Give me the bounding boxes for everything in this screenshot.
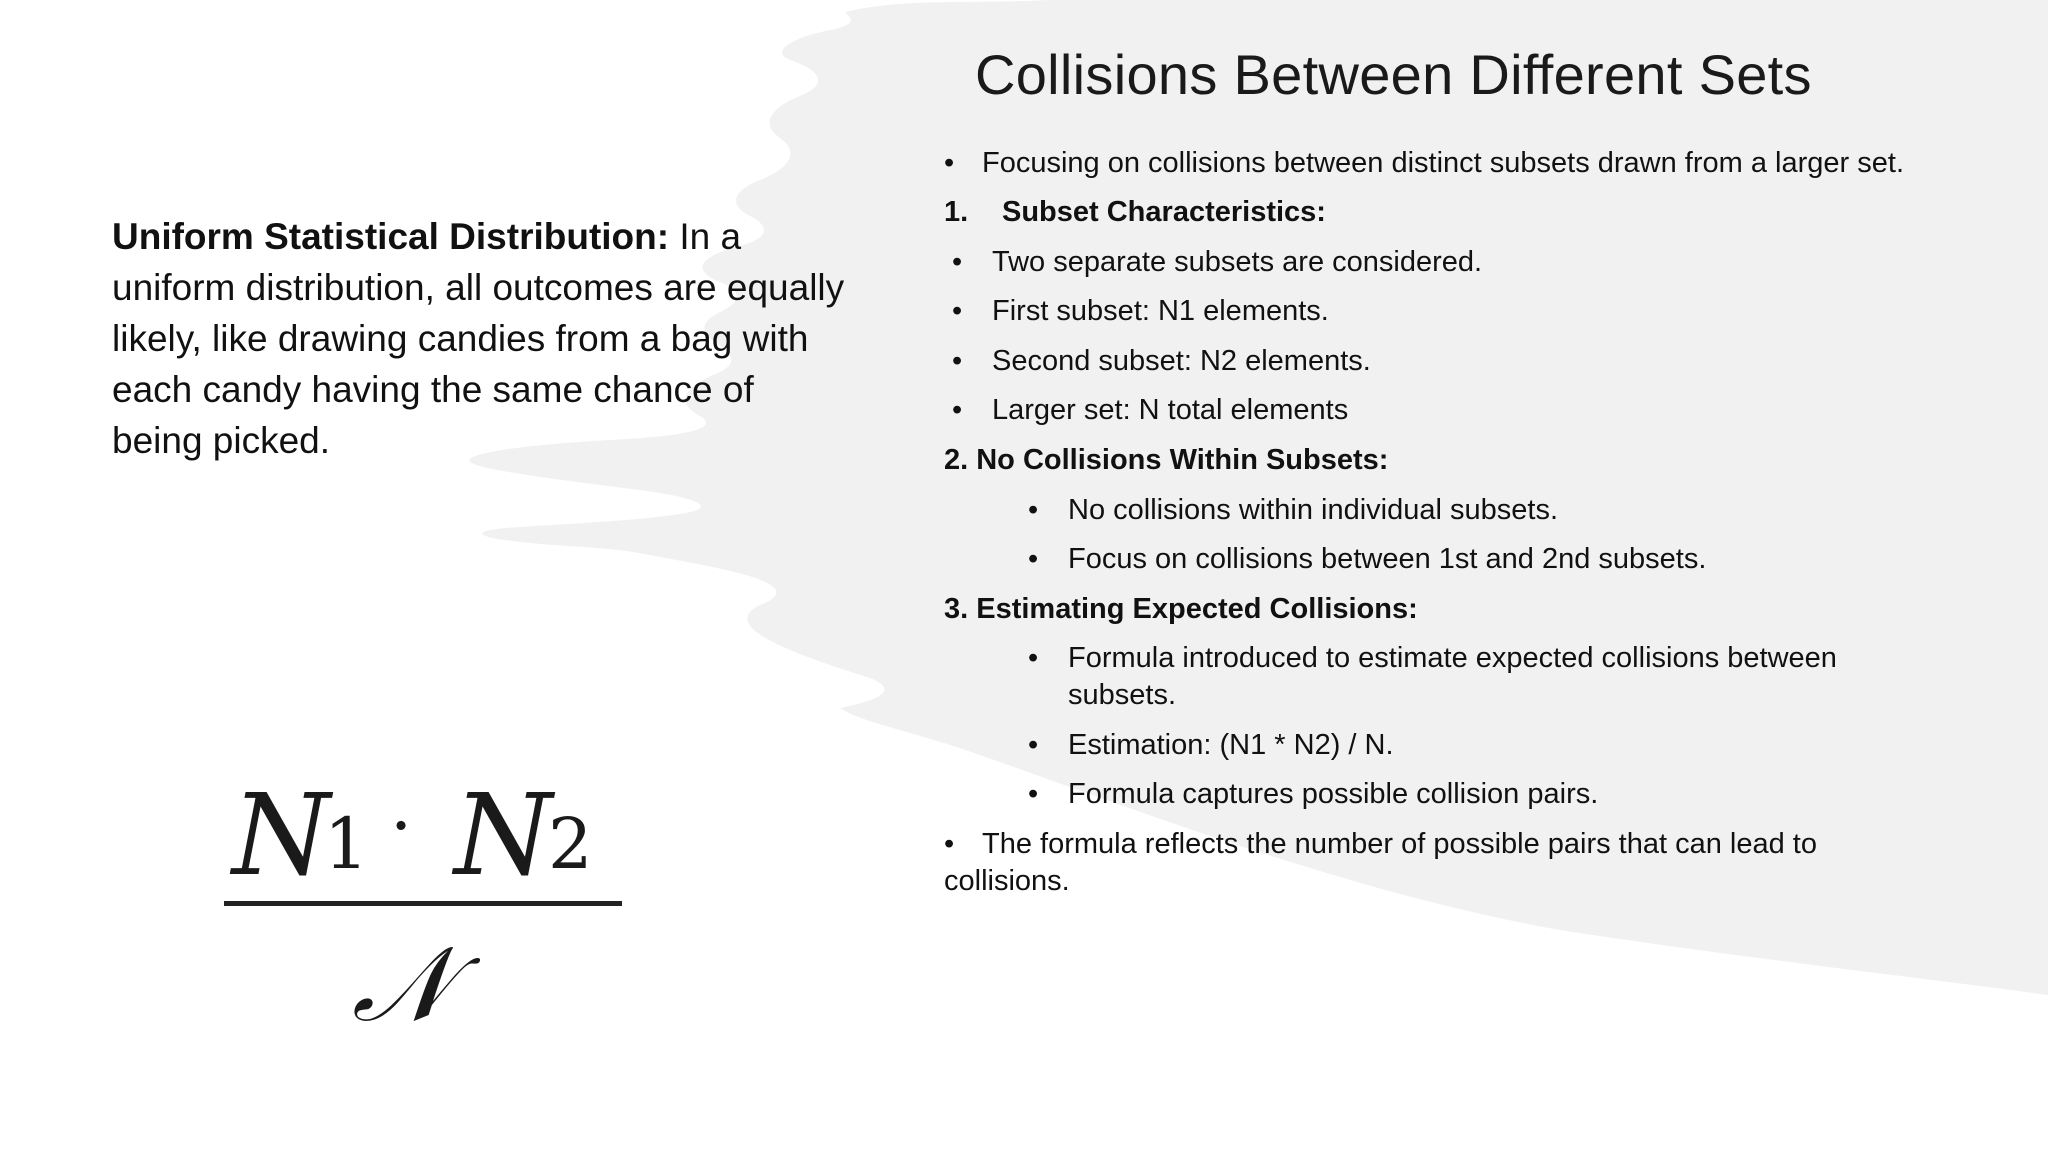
section3-heading: 3. Estimating Expected Collisions: <box>944 593 1418 625</box>
list-item: • Larger set: N total elements <box>952 394 1349 426</box>
list-item: • Estimation: (N1 * N2) / N. <box>1028 729 1394 761</box>
formula-dot-operator: · <box>390 785 413 867</box>
definition-term: Uniform Statistical Distribution: <box>112 216 670 257</box>
list-item: • Formula captures possible collision pairs. <box>1028 778 1599 810</box>
intro-bullet: • Focusing on collisions between distinct subsets drawn from a larger set. <box>944 147 1904 179</box>
conclusion-bullet: • The formula reflects the number of possible pairs that can lead to <box>944 828 1817 860</box>
list-item-continuation: subsets. <box>1068 679 1176 711</box>
formula-denominator: 𝒩 <box>352 923 452 1045</box>
list-item: • Formula introduced to estimate expected collisions between <box>1028 642 1837 674</box>
formula-numerator-n2: N <box>454 771 552 901</box>
slide-title: Collisions Between Different Sets <box>975 43 1812 106</box>
collision-formula <box>212 752 632 1052</box>
definition-paragraph <box>112 211 852 466</box>
list-item: • First subset: N1 elements. <box>952 295 1329 327</box>
section2-heading: 2. No Collisions Within Subsets: <box>944 444 1389 476</box>
list-item: • No collisions within individual subsets. <box>1028 494 1559 526</box>
section1-heading: 1. Subset Characteristics: <box>944 196 1326 228</box>
formula-numerator-sub2: 2 <box>548 803 593 885</box>
list-item: • Two separate subsets are considered. <box>952 246 1483 278</box>
formula-fraction-bar <box>224 901 622 906</box>
list-item: • Second subset: N2 elements. <box>952 345 1371 377</box>
conclusion-continuation: collisions. <box>944 865 1070 897</box>
formula-numerator-sub1: 1 <box>324 803 369 885</box>
definition-text: In a uniform distribution, all outcomes are equally likely, like drawing candies from a bag with each candy having the same chance of being picked. <box>112 216 845 461</box>
formula-numerator-n1: N <box>232 771 330 901</box>
list-item: • Focus on collisions between 1st and 2nd subsets. <box>1028 543 1707 575</box>
